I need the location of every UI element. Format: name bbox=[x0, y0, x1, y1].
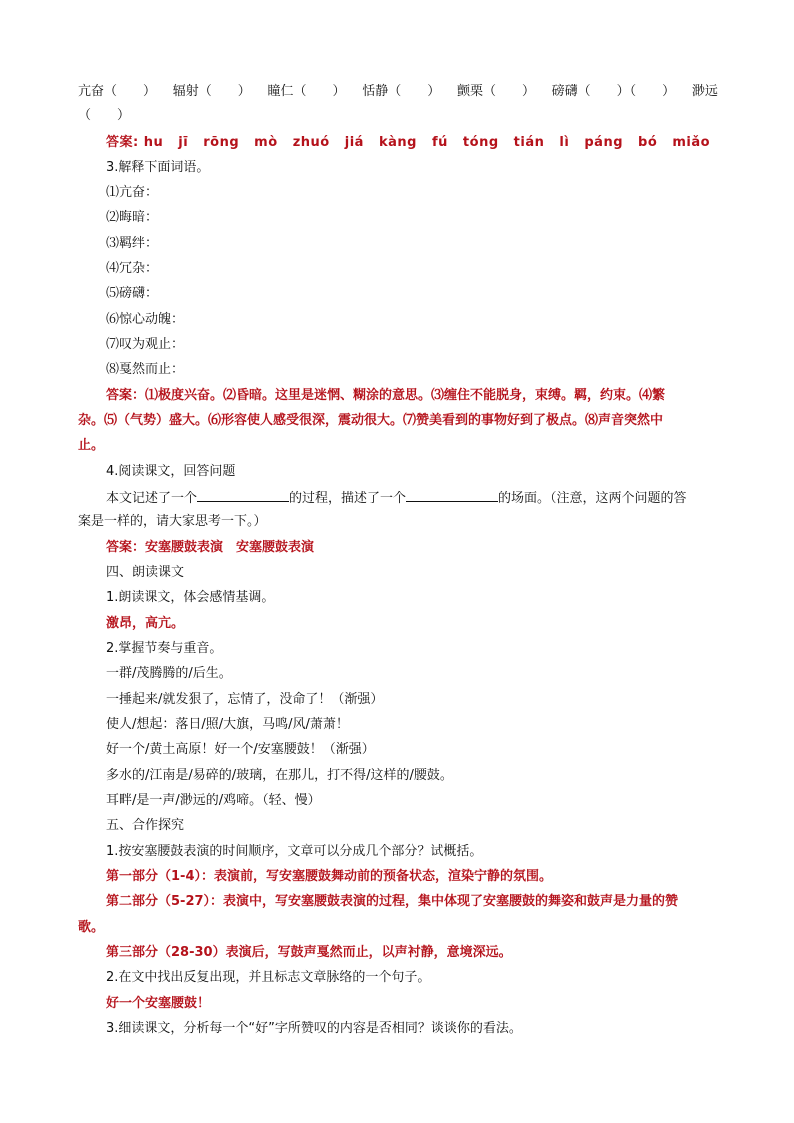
section-4-question-2: 2.掌握节奏与重音。 bbox=[106, 641, 223, 656]
vocab-item: 亢奋（ ） bbox=[78, 84, 157, 99]
rhythm-line: 好一个/黄土高原！好一个/安塞腰鼓！（渐强） bbox=[106, 742, 375, 757]
vocab-row bbox=[78, 84, 718, 100]
section-5-answer-part-3: 第三部分（28-30）表演后，写鼓声戛然而止，以声衬静，意境深远。 bbox=[106, 945, 512, 960]
q4-text-a: 本文记述了一个 bbox=[106, 491, 198, 506]
pinyin-item: tián bbox=[513, 135, 545, 150]
rhythm-line: 一群/茂腾腾的/后生。 bbox=[106, 666, 232, 681]
section-5-question-3: 3.细读课文，分析每一个“好”字所赞叹的内容是否相同？谈谈你的看法。 bbox=[106, 1021, 522, 1036]
section-4-title: 四、朗读课文 bbox=[106, 565, 185, 580]
question-3-title: 3.解释下面词语。 bbox=[106, 160, 210, 175]
section-5-question-1: 1.按安塞腰鼓表演的时间顺序，文章可以分成几个部分？试概括。 bbox=[106, 844, 483, 859]
section-5-answer-part-1: 第一部分（1-4）：表演前，写安塞腰鼓舞动前的预备状态，渲染宁静的氛围。 bbox=[106, 869, 552, 884]
rhythm-line: 耳畔/是一声/渺远的/鸡啼。（轻、慢） bbox=[106, 793, 321, 808]
question-4-text bbox=[106, 489, 687, 507]
pinyin-item: hu bbox=[143, 135, 164, 150]
q4-text-b: 的过程，描述了一个 bbox=[289, 491, 407, 506]
section-5-answer-part-2-cont: 歌。 bbox=[78, 920, 105, 935]
section-4-question-1: 1.朗读课文，体会感情基调。 bbox=[106, 590, 275, 605]
section-5-title: 五、合作探究 bbox=[106, 818, 185, 833]
q4-text-c: 的场面。（注意，这两个问题的答 bbox=[498, 491, 687, 506]
vocab-item: 瞳仁（ ） bbox=[267, 84, 346, 99]
pinyin-item: miǎo bbox=[672, 135, 711, 150]
vocab-item: 渺远 bbox=[691, 84, 718, 99]
pinyin-item: jī bbox=[178, 135, 189, 150]
vocab-item: 辐射（ ） bbox=[172, 84, 251, 99]
pinyin-item: fú bbox=[431, 135, 448, 150]
q3-item: ⑵晦暗： bbox=[106, 210, 159, 225]
q3-item: ⑹惊心动魄： bbox=[106, 312, 185, 327]
section-5-answer-part-2: 第二部分（5-27）：表演中，写安塞腰鼓表演的过程，集中体现了安塞腰鼓的舞姿和鼓声是力量的赞 bbox=[106, 894, 679, 909]
question-4-text-line-2: 案是一样的，请大家思考一下。） bbox=[78, 514, 267, 529]
pinyin-item: rōng bbox=[203, 135, 240, 150]
q3-item: ⑷冗杂： bbox=[106, 261, 159, 276]
vocab-item: 磅礴（ ）（ ） bbox=[551, 84, 676, 99]
answer-label: 答案: bbox=[106, 135, 139, 150]
q3-item: ⑴亢奋： bbox=[106, 185, 159, 200]
q3-item: ⑺叹为观止： bbox=[106, 337, 185, 352]
answer-4: 答案：安塞腰鼓表演 安塞腰鼓表演 bbox=[106, 540, 315, 555]
answer-blank-1[interactable] bbox=[197, 489, 289, 502]
q3-item: ⑸磅礴： bbox=[106, 286, 159, 301]
answer-3-line-1: 答案：⑴极度兴奋。⑵昏暗。这里是迷惘、糊涂的意思。⑶缠住不能脱身，束缚。羁，约束。⑷繁 bbox=[106, 388, 666, 403]
rhythm-line: 使人/想起：落日/照/大旗，马鸣/风/萧萧！ bbox=[106, 717, 349, 732]
pinyin-item: páng bbox=[584, 135, 623, 150]
answer-3-line-3: 止。 bbox=[78, 438, 105, 453]
answer-3-line-2: 杂。⑸（气势）盛大。⑹形容使人感受很深，震动很大。⑺赞美看到的事物好到了极点。⑻声音突然中 bbox=[78, 413, 664, 428]
pinyin-item: bó bbox=[638, 135, 658, 150]
answer-blank-2[interactable] bbox=[406, 489, 498, 502]
section-4-answer-1: 激昂，高亢。 bbox=[106, 616, 185, 631]
answer-pinyin bbox=[106, 135, 710, 151]
pinyin-item: jiá bbox=[344, 135, 364, 150]
rhythm-line: 多水的/江南是/易碎的/玻璃，在那儿，打不得/这样的/腰鼓。 bbox=[106, 768, 453, 783]
section-5-question-2: 2.在文中找出反复出现，并且标志文章脉络的一个句子。 bbox=[106, 970, 431, 985]
pinyin-item: kàng bbox=[378, 135, 417, 150]
pinyin-item: tóng bbox=[462, 135, 499, 150]
rhythm-line: 一捶起来/就发狠了，忘情了，没命了！（渐强） bbox=[106, 692, 384, 707]
pinyin-item: zhuó bbox=[292, 135, 330, 150]
pinyin-item: mò bbox=[254, 135, 278, 150]
question-4-title: 4.阅读课文，回答问题 bbox=[106, 464, 236, 479]
section-5-answer-2: 好一个安塞腰鼓！ bbox=[106, 996, 211, 1011]
vocab-line-2: （ ） bbox=[78, 108, 131, 123]
vocab-item: 恬静（ ） bbox=[362, 84, 441, 99]
q3-item: ⑶羁绊： bbox=[106, 236, 159, 251]
pinyin-item: lì bbox=[559, 135, 570, 150]
vocab-item: 颤栗（ ） bbox=[456, 84, 535, 99]
q3-item: ⑻戛然而止： bbox=[106, 362, 185, 377]
